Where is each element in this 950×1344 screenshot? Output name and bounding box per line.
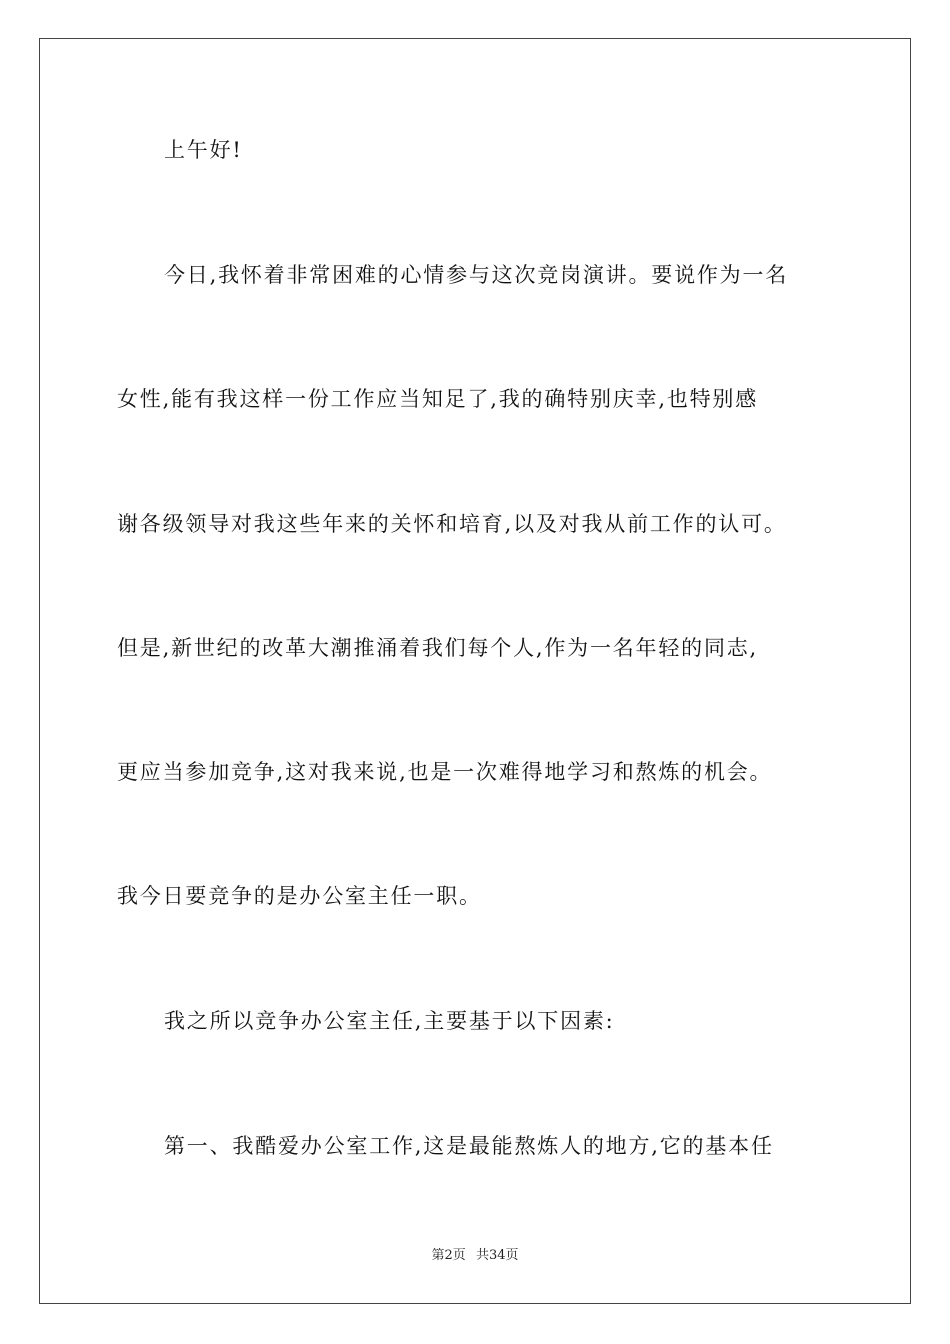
text-line: 但是,新世纪的改革大潮推涌着我们每个人,作为一名年轻的同志, — [117, 636, 759, 660]
text-line: 更应当参加竞争,这对我来说,也是一次难得地学习和熬炼的机会。 — [117, 760, 773, 784]
text-line: 谢各级领导对我这些年来的关怀和培育,以及对我从前工作的认可。 — [117, 512, 787, 536]
text-line-paragraph3-start: 第一、我酷爱办公室工作,这是最能熬炼人的地方,它的基本任 — [164, 1134, 774, 1158]
text-line: 女性,能有我这样一份工作应当知足了,我的确特别庆幸,也特别感 — [117, 387, 759, 411]
page-border — [39, 38, 911, 1304]
text-line-paragraph2-start: 我之所以竞争办公室主任,主要基于以下因素: — [164, 1009, 615, 1033]
text-line-paragraph1-start: 今日,我怀着非常困难的心情参与这次竞岗演讲。要说作为一名 — [164, 263, 789, 287]
page-number: 第2页 — [431, 1248, 466, 1263]
text-line: 我今日要竞争的是办公室主任一职。 — [117, 884, 482, 908]
text-line-greeting: 上午好! — [164, 138, 243, 162]
page-footer — [0, 1247, 950, 1265]
page-total: 共34页 — [475, 1248, 519, 1263]
